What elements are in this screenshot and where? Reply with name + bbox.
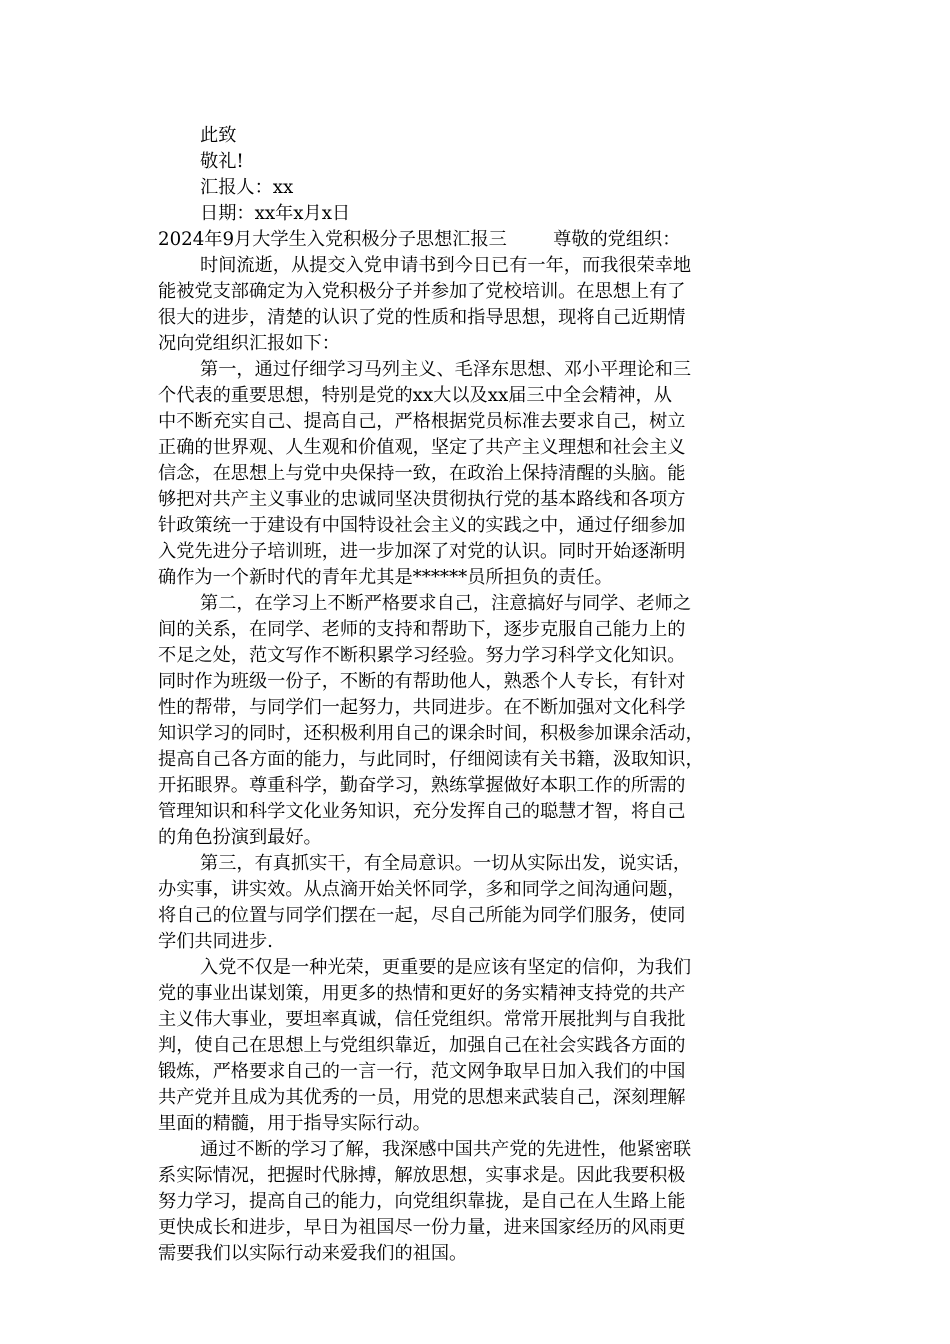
paragraph-line: 锻炼，严格要求自己的一言一行，范文网争取早日加入我们的中国 <box>158 1061 686 1082</box>
paragraph-line: 同时作为班级一份子，不断的有帮助他人，熟悉个人专长，有针对 <box>158 671 686 692</box>
paragraph-line: 第三，有真抓实干，有全局意识。一切从实际出发，说实话， <box>200 853 692 874</box>
paragraph-line: 知识学习的同时，还积极利用自己的课余时间，积极参加课余活动， <box>158 723 704 744</box>
paragraph-line: 开拓眼界。尊重科学，勤奋学习，熟练掌握做好本职工作的所需的 <box>158 775 686 796</box>
paragraph-line: 第一，通过仔细学习马列主义、毛泽东思想、邓小平理论和三 <box>200 359 692 380</box>
paragraph-line: 入党先进分子培训班，进一步加深了对党的认识。同时开始逐渐明 <box>158 541 686 562</box>
paragraph-line: 第二，在学习上不断严格要求自己，注意搞好与同学、老师之 <box>200 593 692 614</box>
paragraph-line: 的角色扮演到最好。 <box>158 827 322 848</box>
closing-salute: 敬礼! <box>200 151 244 172</box>
paragraph-line: 能被党支部确定为入党积极分子并参加了党校培训。在思想上有了 <box>158 281 686 302</box>
paragraph-line: 更快成长和进步，早日为祖国尽一份力量，进来国家经历的风雨更 <box>158 1217 686 1238</box>
paragraph-line: 时间流逝，从提交入党申请书到今日已有一年，而我很荣幸地 <box>200 255 692 276</box>
paragraph-line: 不足之处，范文写作不断积累学习经验。努力学习科学文化知识。 <box>158 645 686 666</box>
reporter-line: 汇报人：xx <box>200 177 294 198</box>
paragraph-line: 中不断充实自己、提高自己，严格根据党员标准去要求自己，树立 <box>158 411 686 432</box>
paragraph-line: 间的关系，在同学、老师的支持和帮助下，逐步克服自己能力上的 <box>158 619 686 640</box>
paragraph-line: 系实际情况，把握时代脉搏，解放思想，实事求是。因此我要积极 <box>158 1165 686 1186</box>
paragraph-line: 管理知识和科学文化业务知识，充分发挥自己的聪慧才智，将自己 <box>158 801 686 822</box>
paragraph-line: 个代表的重要思想，特别是党的xx大以及xx届三中全会精神，从 <box>158 385 672 406</box>
paragraph-line: 信念，在思想上与党中央保持一致，在政治上保持清醒的头脑。能 <box>158 463 686 484</box>
paragraph-line: 确作为一个新时代的青年尤其是******员所担负的责任。 <box>158 567 613 588</box>
paragraph-line: 况向党组织汇报如下： <box>158 333 340 354</box>
paragraph-line: 共产党并且成为其优秀的一员，用党的思想来武装自己，深刻理解 <box>158 1087 686 1108</box>
paragraph-line: 很大的进步，清楚的认识了党的性质和指导思想，现将自己近期情 <box>158 307 686 328</box>
paragraph-line: 党的事业出谋划策，用更多的热情和更好的务实精神支持党的共产 <box>158 983 686 1004</box>
paragraph-line: 努力学习，提高自己的能力，向党组织靠拢，是自己在人生路上能 <box>158 1191 686 1212</box>
paragraph-line: 里面的精髓，用于指导实际行动。 <box>158 1113 431 1134</box>
paragraph-line: 判，使自己在思想上与党组织靠近，加强自己在社会实践各方面的 <box>158 1035 686 1056</box>
paragraph-line: 提高自己各方面的能力，与此同时，仔细阅读有关书籍，汲取知识， <box>158 749 704 770</box>
closing-greeting: 此致 <box>200 125 237 146</box>
paragraph-line: 学们共同进步. <box>158 931 273 952</box>
paragraph-line: 主义伟大事业，要坦率真诚，信任党组织。常常开展批判与自我批 <box>158 1009 686 1030</box>
paragraph-line: 通过不断的学习了解，我深感中国共产党的先进性，他紧密联 <box>200 1139 692 1160</box>
paragraph-line: 够把对共产主义事业的忠诚同坚决贯彻执行党的基本路线和各项方 <box>158 489 686 510</box>
date-line: 日期：xx年x月x日 <box>200 203 351 224</box>
paragraph-line: 性的帮带，与同学们一起努力，共同进步。在不断加强对文化科学 <box>158 697 686 718</box>
paragraph-line: 入党不仅是一种光荣，更重要的是应该有坚定的信仰，为我们 <box>200 957 692 978</box>
paragraph-line: 办实事，讲实效。从点滴开始关怀同学，多和同学之间沟通问题， <box>158 879 686 900</box>
report-title: 2024年9月大学生入党积极分子思想汇报三 尊敬的党组织： <box>158 229 681 250</box>
paragraph-line: 正确的世界观、人生观和价值观，坚定了共产主义理想和社会主义 <box>158 437 686 458</box>
paragraph-line: 需要我们以实际行动来爱我们的祖国。 <box>158 1243 468 1264</box>
paragraph-line: 将自己的位置与同学们摆在一起，尽自己所能为同学们服务，使同 <box>158 905 686 926</box>
paragraph-line: 针政策统一于建设有中国特设社会主义的实践之中，通过仔细参加 <box>158 515 686 536</box>
